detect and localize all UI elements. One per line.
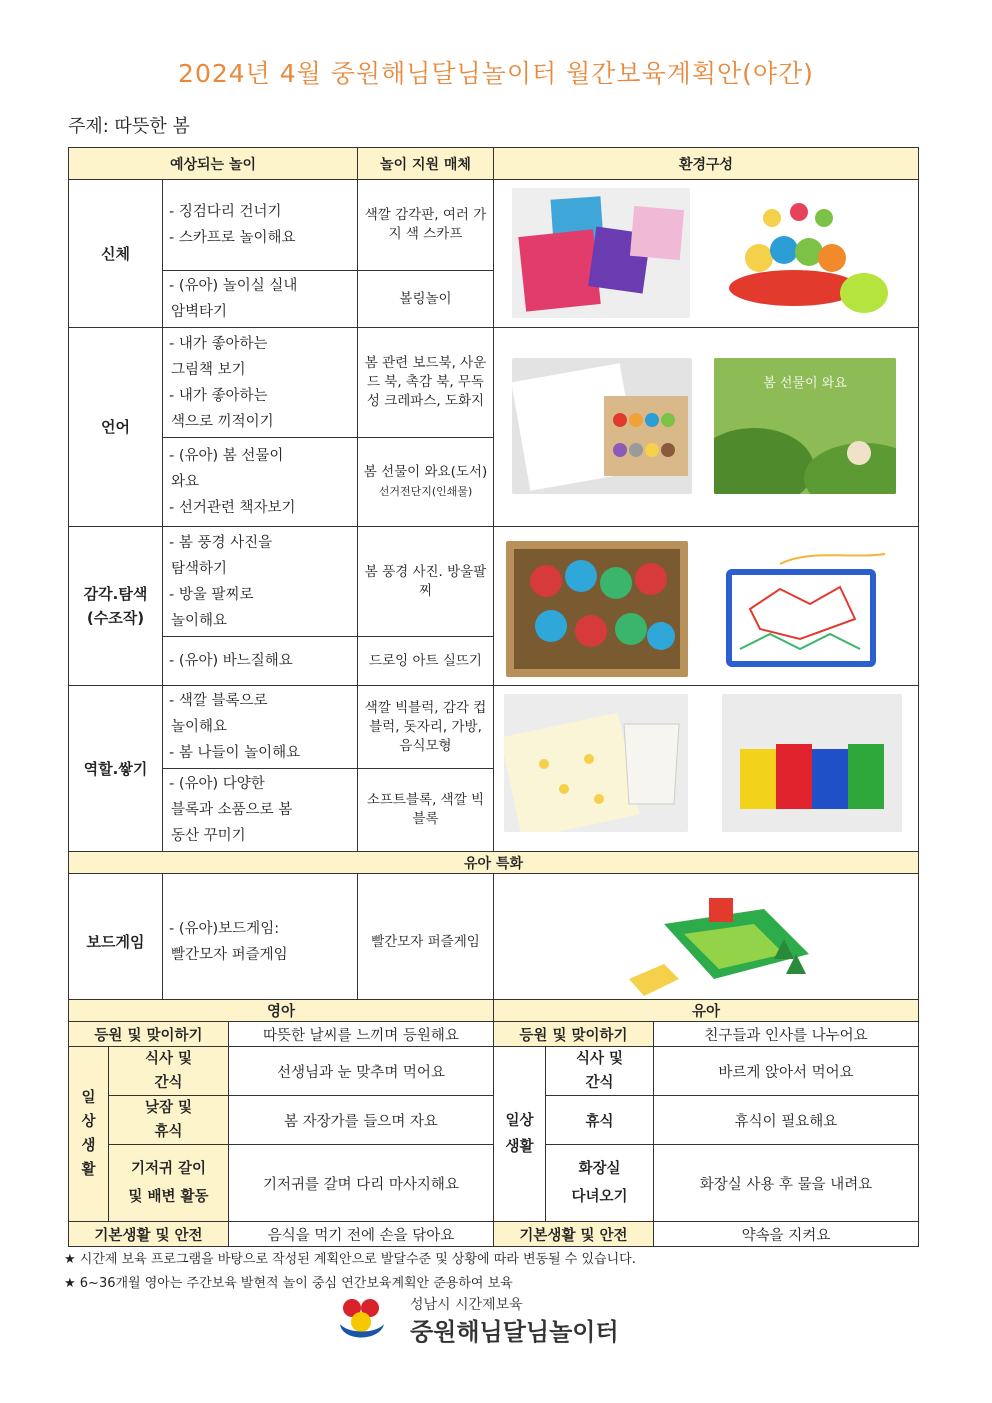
toddler-label: 휴식 <box>546 1096 654 1145</box>
play-language-b <box>163 438 358 527</box>
crayon-paper-photo <box>512 358 692 494</box>
toddler-label: 화장실 다녀오기 <box>546 1145 654 1222</box>
toddler-header: 유아 <box>494 1000 919 1022</box>
book-title: 봄 선물이 와요 <box>763 376 847 391</box>
toddler-label: 기본생활 및 안전 <box>494 1222 654 1247</box>
toddler-value: 바르게 앉아서 먹어요 <box>654 1047 919 1096</box>
category-physical: 신체 <box>69 180 163 328</box>
play-board <box>163 874 358 1011</box>
toddler-value: 약속을 지켜요 <box>654 1222 919 1247</box>
play-item: - (유아) 바느질해요 <box>169 653 293 669</box>
env-role <box>494 686 919 852</box>
header-play: 예상되는 놀이 <box>69 148 358 180</box>
city-emblem-icon <box>332 1294 392 1344</box>
daily-table <box>68 999 919 1247</box>
footer-logo <box>332 1294 662 1344</box>
logo-line1: 성남시 시간제보육 <box>410 1297 523 1313</box>
play-item: 블록과 소품으로 봄 <box>171 802 293 818</box>
infant-header: 영아 <box>69 1000 494 1022</box>
page-title: 2024년 4월 중원해님달님놀이터 월간보육계획안(야간) <box>178 59 814 88</box>
picnic-mat-photo <box>504 694 688 832</box>
play-item: 암벽타기 <box>171 304 228 320</box>
header-media: 놀이 지원 매체 <box>358 148 494 180</box>
plan-table <box>68 147 919 1011</box>
play-item: - 스카프로 놀이해요 <box>169 230 296 246</box>
media-sensory-a: 봄 풍경 사진. 방울팔찌 <box>358 527 494 637</box>
toddler-value: 친구들과 인사를 나누어요 <box>654 1022 919 1047</box>
puzzle-game-photo <box>624 884 814 1002</box>
play-language-a <box>163 328 358 438</box>
special-header: 유아 특화 <box>69 852 919 874</box>
media-role-a: 색깔 빅블럭, 감각 컵블럭, 돗자리, 가방, 음식모형 <box>358 686 494 769</box>
media-sensory-b: 드로잉 아트 실뜨기 <box>358 637 494 686</box>
play-item: - 선거관련 책자보기 <box>169 500 296 516</box>
infant-value: 음식을 먹기 전에 손을 닦아요 <box>229 1222 494 1247</box>
env-board <box>494 874 919 1011</box>
media-language-b <box>358 438 494 527</box>
toddler-label: 식사 및 간식 <box>546 1047 654 1096</box>
play-item: 탐색하기 <box>171 560 228 577</box>
category-role: 역할.쌓기 <box>69 686 163 852</box>
play-item: - 방울 팔찌로 <box>169 586 254 603</box>
play-item: - 내가 좋아하는 <box>169 387 268 404</box>
play-physical-a <box>163 180 358 271</box>
infant-label: 기본생활 및 안전 <box>69 1222 229 1247</box>
play-item: - (유아)보드게임: <box>169 921 280 937</box>
toddler-value: 휴식이 필요해요 <box>654 1096 919 1145</box>
book-cover-photo <box>714 358 896 494</box>
lacing-board-photo <box>720 549 890 669</box>
env-physical <box>494 180 919 328</box>
infant-label: 등원 및 맞이하기 <box>69 1022 229 1047</box>
play-item: - 봄 나들이 놀이해요 <box>169 745 301 761</box>
note: ★ 시간제 보육 프로그램을 바탕으로 작성된 계획안으로 발달수준 및 상황에 따라 변동될 수 있습니다. <box>64 1252 636 1267</box>
infant-label: 기저귀 갈이 및 배변 활동 <box>109 1145 229 1222</box>
note: ★ 6~36개월 영아는 주간보육 발현적 놀이 중심 연간보육계획안 준용하여 보육 <box>64 1276 513 1291</box>
bell-bracelet-photo <box>506 541 688 677</box>
play-item: - 봄 풍경 사진을 <box>169 534 273 551</box>
infant-value: 선생님과 눈 맞추며 먹어요 <box>229 1047 494 1096</box>
play-item: 와요 <box>171 474 200 490</box>
media-physical-a: 색깔 감각판, 여러 가지 색 스카프 <box>358 180 494 271</box>
media-language-a: 봄 관련 보드북, 사운드 북, 촉감 북, 무독성 크레파스, 도화지 <box>358 328 494 438</box>
env-sensory <box>494 527 919 686</box>
category-sensory: 감각.탐색 (수조작) <box>69 527 163 686</box>
infant-label: 식사 및 간식 <box>109 1047 229 1096</box>
play-item: 색으로 끼적이기 <box>171 413 274 430</box>
play-physical-b <box>163 271 358 328</box>
infant-value: 따뜻한 날씨를 느끼며 등원해요 <box>229 1022 494 1047</box>
media-role-b: 소프트블록, 색깔 빅블록 <box>358 769 494 852</box>
play-item: - 징검다리 건너기 <box>169 204 282 220</box>
bowling-toy-photo <box>724 188 904 318</box>
play-role-a <box>163 686 358 769</box>
play-sensory-b <box>163 637 358 686</box>
media-text-small: 선거전단지(인쇄물) <box>378 485 473 498</box>
logo-line2: 중원해님달님놀이터 <box>410 1318 619 1346</box>
play-item: 그림책 보기 <box>171 361 246 378</box>
topic: 주제: 따뜻한 봄 <box>68 116 190 137</box>
play-item: 놀이해요 <box>171 612 228 629</box>
play-item: - 내가 좋아하는 <box>169 335 268 352</box>
play-item: - (유아) 다양한 <box>169 776 265 792</box>
sensory-pad-photo <box>512 188 690 318</box>
play-item: - (유아) 놀이실 실내 <box>169 278 298 294</box>
infant-label: 낮잠 및 휴식 <box>109 1096 229 1145</box>
color-blocks-photo <box>722 694 902 832</box>
toddler-label: 등원 및 맞이하기 <box>494 1022 654 1047</box>
category-language: 언어 <box>69 328 163 527</box>
media-text: 봄 선물이 와요(도서) <box>363 464 488 480</box>
header-env: 환경구성 <box>494 148 919 180</box>
env-language <box>494 328 919 527</box>
infant-value: 봄 자장가를 들으며 자요 <box>229 1096 494 1145</box>
play-item: - 색깔 블록으로 <box>169 693 268 709</box>
media-physical-b: 볼링놀이 <box>358 271 494 328</box>
media-board: 빨간모자 퍼즐게임 <box>358 874 494 1011</box>
play-role-b <box>163 769 358 852</box>
toddler-value: 화장실 사용 후 물을 내려요 <box>654 1145 919 1222</box>
play-item: 놀이해요 <box>171 719 228 735</box>
play-sensory-a <box>163 527 358 637</box>
toddler-daily-life: 일상 생활 <box>494 1047 546 1222</box>
infant-daily-life: 일 상 생 활 <box>69 1047 109 1222</box>
play-item: - (유아) 봄 선물이 <box>169 448 284 464</box>
play-item: 빨간모자 퍼즐게임 <box>171 947 288 963</box>
infant-value: 기저귀를 갈며 다리 마사지해요 <box>229 1145 494 1222</box>
play-item: 동산 꾸미기 <box>171 828 246 844</box>
category-board: 보드게임 <box>69 874 163 1011</box>
